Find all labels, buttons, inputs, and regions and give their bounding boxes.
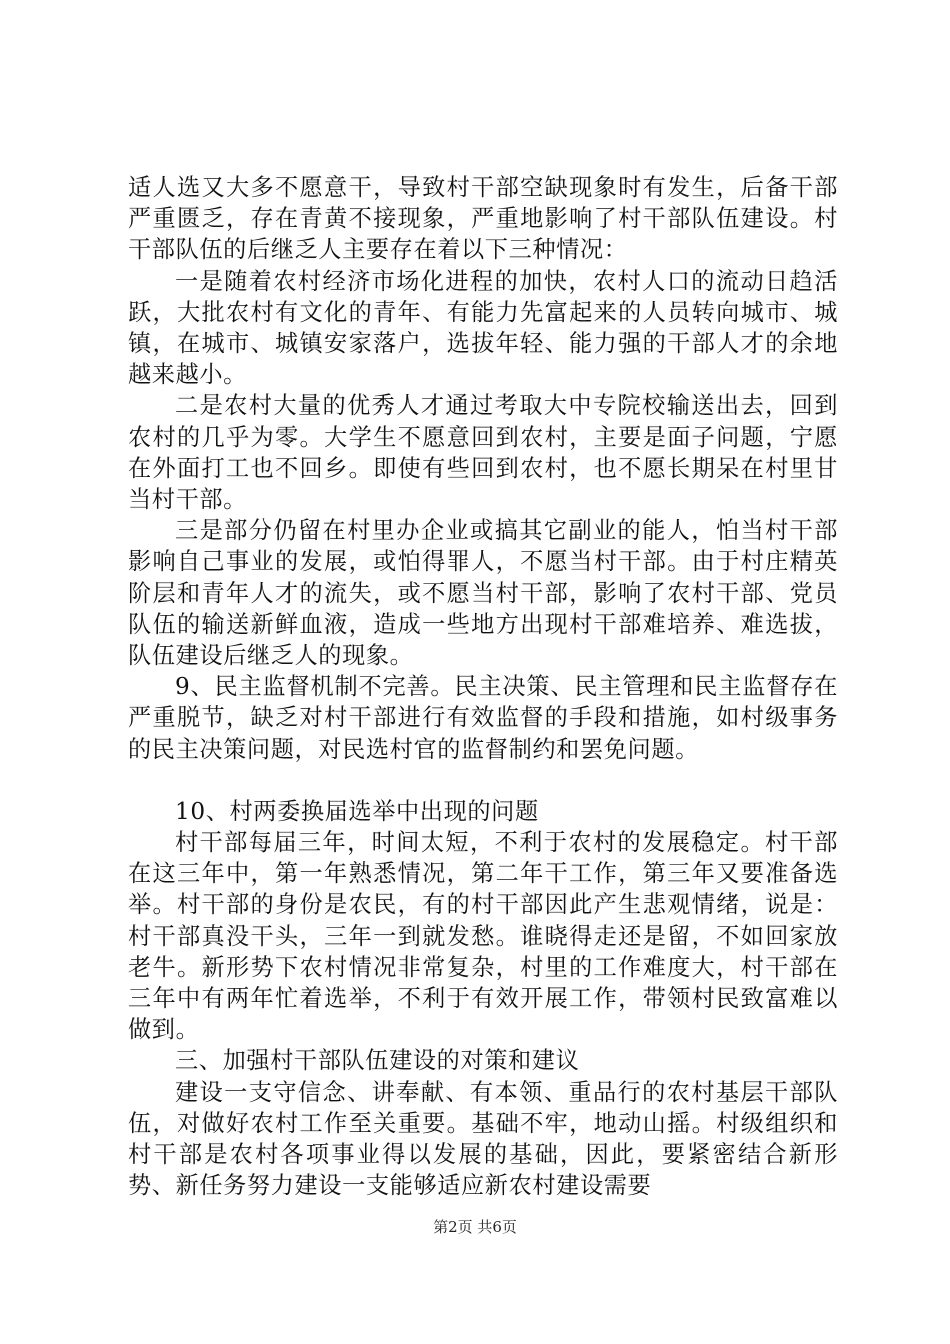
paragraph-3: 二是农村大量的优秀人才通过考取大中专院校输送出去，回到农村的几乎为零。大学生不愿意回到农村，主要是面子问题，宁愿在外面打工也不回乡。即使有些回到农村，也不愿长期呆在村里甘当村干部。 (128, 392, 838, 514)
document-body (128, 172, 838, 1202)
paragraph-4: 三是部分仍留在村里办企业或搞其它副业的能人，怕当村干部影响自己事业的发展，或怕得罪人，不愿当村干部。由于村庄精英阶层和青年人才的流失，或不愿当村干部，影响了农村干部、党员队伍的输送新鲜血液，造成一些地方出现村干部难培养、难选拔，队伍建设后继乏人的现象。 (128, 517, 838, 670)
paragraph-2: 一是随着农村经济市场化进程的加快，农村人口的流动日趋活跃，大批农村有文化的青年、有能力先富起来的人员转向城市、城镇，在城市、城镇安家落户，选拔年轻、能力强的干部人才的余地越来越小。 (128, 267, 838, 389)
page-number-label: 第2页 共6页 (433, 1218, 517, 1236)
section-heading-3: 三、加强村干部队伍建设的对策和建议 (175, 1047, 580, 1075)
section-heading-10: 10、村两委换届选举中出现的问题 (175, 797, 539, 825)
paragraph-1: 适人选又大多不愿意干，导致村干部空缺现象时有发生，后备干部严重匮乏，存在青黄不接现象，严重地影响了村干部队伍建设。村干部队伍的后继乏人主要存在着以下三种情况： (128, 174, 838, 264)
paragraph-9: 建设一支守信念、讲奉献、有本领、重品行的农村基层干部队伍，对做好农村工作至关重要。基础不牢，地动山摇。村级组织和村干部是农村各项事业得以发展的基础，因此，要紧密结合新形势、新任务努力建设一支能够适应新农村建设需要 (128, 1078, 838, 1200)
paragraph-5: 9、民主监督机制不完善。民主决策、民主管理和民主监督存在严重脱节，缺乏对村干部进行有效监督的手段和措施，如村级事务的民主决策问题，对民选村官的监督制约和罢免问题。 (128, 673, 838, 763)
paragraph-7: 村干部每届三年，时间太短，不利于农村的发展稳定。村干部在这三年中，第一年熟悉情况，第二年干工作，第三年又要准备选举。村干部的身份是农民，有的村干部因此产生悲观情绪，说是：村干部真没干头，三年一到就发愁。谁晓得走还是留，不如回家放老牛。新形势下农村情况非常复杂，村里的工作难度大，村干部在三年中有两年忙着选举，不利于有效开展工作，带领村民致富难以做到。 (128, 829, 838, 1044)
paragraph-spacer (128, 765, 838, 796)
page-footer (0, 1217, 950, 1237)
